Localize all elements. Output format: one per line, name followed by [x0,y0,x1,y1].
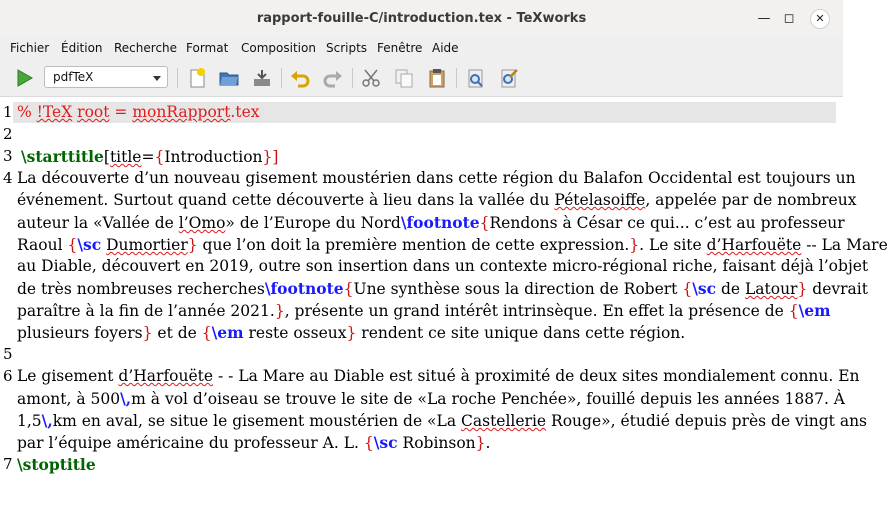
line-number: 7 [3,455,13,473]
code-text: [ [103,148,110,166]
find-icon[interactable] [463,65,489,91]
latex-command: \footnote [264,279,344,298]
code-line [21,147,278,166]
latex-command: \, [120,389,132,408]
code-text: Introduction [164,148,263,166]
editor[interactable] [0,97,888,506]
comment-text: = [109,103,133,121]
menu-edition[interactable]: Édition [61,41,103,55]
latex-command: \em [211,323,244,342]
code-line [17,103,260,121]
toolbar-separator [456,68,457,88]
engine-select-value: pdfTeX [53,70,94,84]
menu-fenetre[interactable]: Fenêtre [377,41,423,55]
menu-format[interactable]: Format [186,41,229,55]
typeset-play-icon[interactable] [11,65,37,91]
code-line: au Diable, découvert en 2019, outre son insertion dans un contexte micro-régional riche, faisant déjà l’objet [17,257,869,275]
menu-aide[interactable]: Aide [432,41,459,55]
comment-text: !TeX [36,103,73,121]
toolbar-separator [177,68,178,88]
new-document-icon[interactable] [184,65,210,91]
copy-icon[interactable] [391,65,417,91]
minimize-icon[interactable]: — [757,11,771,26]
line-number: 3 [3,147,13,165]
toolbar-separator [352,68,353,88]
brace: { [154,148,165,166]
latex-command: \sc [77,235,102,254]
code-line: Le gisement d’Harfouëte - - La Mare au Diable est situé à proximité de deux sites mondialement connu. En [17,367,860,385]
paste-icon[interactable] [424,65,450,91]
toolbar [0,60,843,97]
comment-text: monRapport [132,103,231,121]
code-line: de très nombreuses recherches\footnote{Une synthèse sous la direction de Robert {\sc de Latour} devrait [17,279,868,298]
latex-command: \sc [692,279,717,298]
toolbar-separator [281,68,282,88]
undo-icon[interactable] [287,65,313,91]
brace: }] [262,148,279,166]
line-number: 1 [3,103,13,121]
save-icon[interactable] [249,65,275,91]
chevron-down-icon [153,76,161,81]
title-bar [0,0,843,38]
code-line: événement. Surtout quand cette découverte à lieu dans la vallée du Pételasoiffe, appelée par de nombreux [17,191,857,209]
open-folder-icon[interactable] [216,65,242,91]
code-line: paraître à la fin de l’année 2021.}, présente un grand intérêt intrinsèque. En effet la présence de {\em [17,301,831,320]
code-line: par l’équipe américaine du professeur A. L. {\sc Robinson}. [17,433,491,452]
comment-text: root [77,103,110,121]
code-line: plusieurs foyers} et de {\em reste osseux} rendent ce site unique dans cette région. [17,323,686,342]
code-text: = [141,148,155,166]
code-line: 1,5\,km en aval, se situe le gisement moustérien de «La Castellerie Rouge», étudié depuis près de vingt ans [17,411,868,430]
comment-text: .tex [230,103,260,121]
close-icon[interactable]: ✕ [810,9,830,29]
cut-icon[interactable] [358,65,384,91]
latex-command: \, [41,411,53,430]
latex-command: \footnote [400,213,480,232]
menu-recherche[interactable]: Recherche [114,41,178,55]
line-number: 6 [3,367,13,385]
latex-command: \sc [373,433,398,452]
maximize-icon[interactable]: ◻ [783,11,795,26]
menu-scripts[interactable]: Scripts [326,41,368,55]
code-line: La découverte d’un nouveau gisement moustérien dans cette région du Balafon Occidental est toujours un [17,169,856,187]
menu-fichier[interactable]: Fichier [10,41,50,55]
code-line: Raoul {\sc Dumortier} que l’on doit la première mention de cette expression.}. Le site d’Harfouëte -- La Mare [17,235,888,254]
latex-command: \em [798,301,831,320]
latex-command: \starttitle [21,147,104,166]
menu-composition[interactable]: Composition [241,41,316,55]
engine-select[interactable] [44,66,168,88]
line-number: 4 [3,169,13,187]
comment-text: % [17,103,37,121]
menu-bar [0,38,843,60]
line-number: 2 [3,125,13,143]
code-line: amont, à 500\,m à vol d’oiseau se trouve le site de «La roche Penchée», fouillé depuis les années 1887. À [17,389,846,408]
code-line: \stoptitle [17,455,96,474]
window-title: rapport-fouille-C/introduction.tex - TeXworks [256,11,587,26]
replace-icon[interactable] [496,65,522,91]
redo-icon[interactable] [320,65,346,91]
line-number: 5 [3,345,13,363]
code-text: title [109,148,142,166]
code-line: auteur la «Vallée de l’Omo» de l’Europe du Nord\footnote{Rendons à César ce qui... c’est au professeur [17,213,845,232]
